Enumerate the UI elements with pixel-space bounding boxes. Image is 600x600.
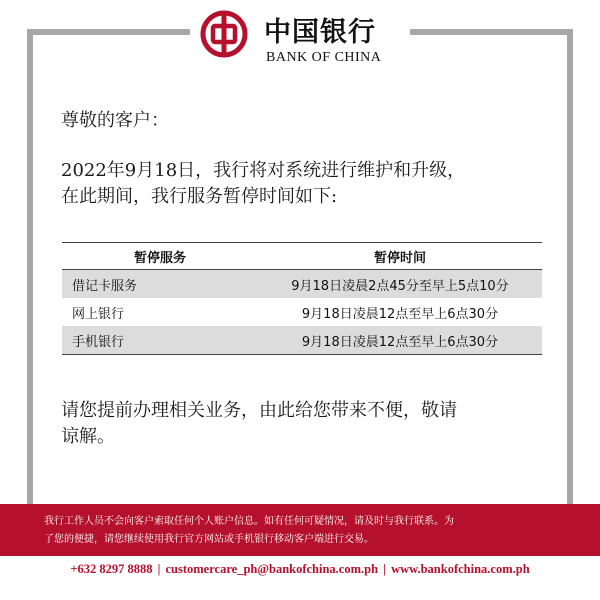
brand-name-en: BANK OF CHINA	[266, 50, 382, 65]
table-row	[62, 326, 542, 355]
brand-name-cn: 中国银行	[264, 17, 376, 48]
contact-separator: |	[383, 562, 386, 576]
row-time: 9月18日凌晨12点至早上6点30分	[301, 334, 499, 350]
contact-bar	[0, 562, 600, 577]
row-service: 手机银行	[72, 334, 125, 350]
suspension-schedule-table	[62, 242, 542, 355]
closing-paragraph	[61, 398, 541, 450]
intro-paragraph	[61, 158, 541, 210]
contact-website[interactable]: www.bankofchina.com.ph	[391, 562, 530, 576]
row-service: 借记卡服务	[72, 278, 138, 294]
brand-logo	[190, 6, 410, 70]
security-notice-banner	[0, 504, 600, 556]
notice-line: 我行工作人员不会向客户索取任何个人账户信息。如有任何可疑情况，请及时与我行联系。为	[44, 516, 454, 527]
contact-separator: |	[157, 562, 161, 576]
contact-email[interactable]: customercare_ph@bankofchina.com.ph	[165, 562, 379, 576]
row-service: 网上银行	[72, 306, 125, 322]
closing-line: 请您提前办理相关业务，由此给您带来不便，敬请	[61, 400, 457, 421]
greeting: 尊敬的客户：	[61, 110, 169, 131]
table-row	[62, 270, 542, 299]
notice-line: 了您的便捷，请您继续使用我行官方网站或手机银行移动客户端进行交易。	[44, 534, 374, 545]
closing-line: 谅解。	[61, 426, 115, 447]
table-row	[62, 298, 542, 326]
row-time: 9月18日凌晨12点至早上6点30分	[301, 306, 499, 322]
table-header-row	[62, 243, 542, 270]
contact-phone[interactable]: +632 8297 8888	[70, 562, 153, 576]
header-time: 暂停时间	[373, 250, 426, 266]
intro-line: 在此期间，我行服务暂停时间如下:	[61, 186, 338, 207]
row-time: 9月18日凌晨2点45分至早上5点10分	[291, 278, 509, 294]
header-service: 暂停服务	[133, 250, 186, 266]
bank-of-china-logo-icon	[200, 10, 248, 58]
intro-line: 2022年9月18日，我行将对系统进行维护和升级，	[61, 160, 466, 181]
